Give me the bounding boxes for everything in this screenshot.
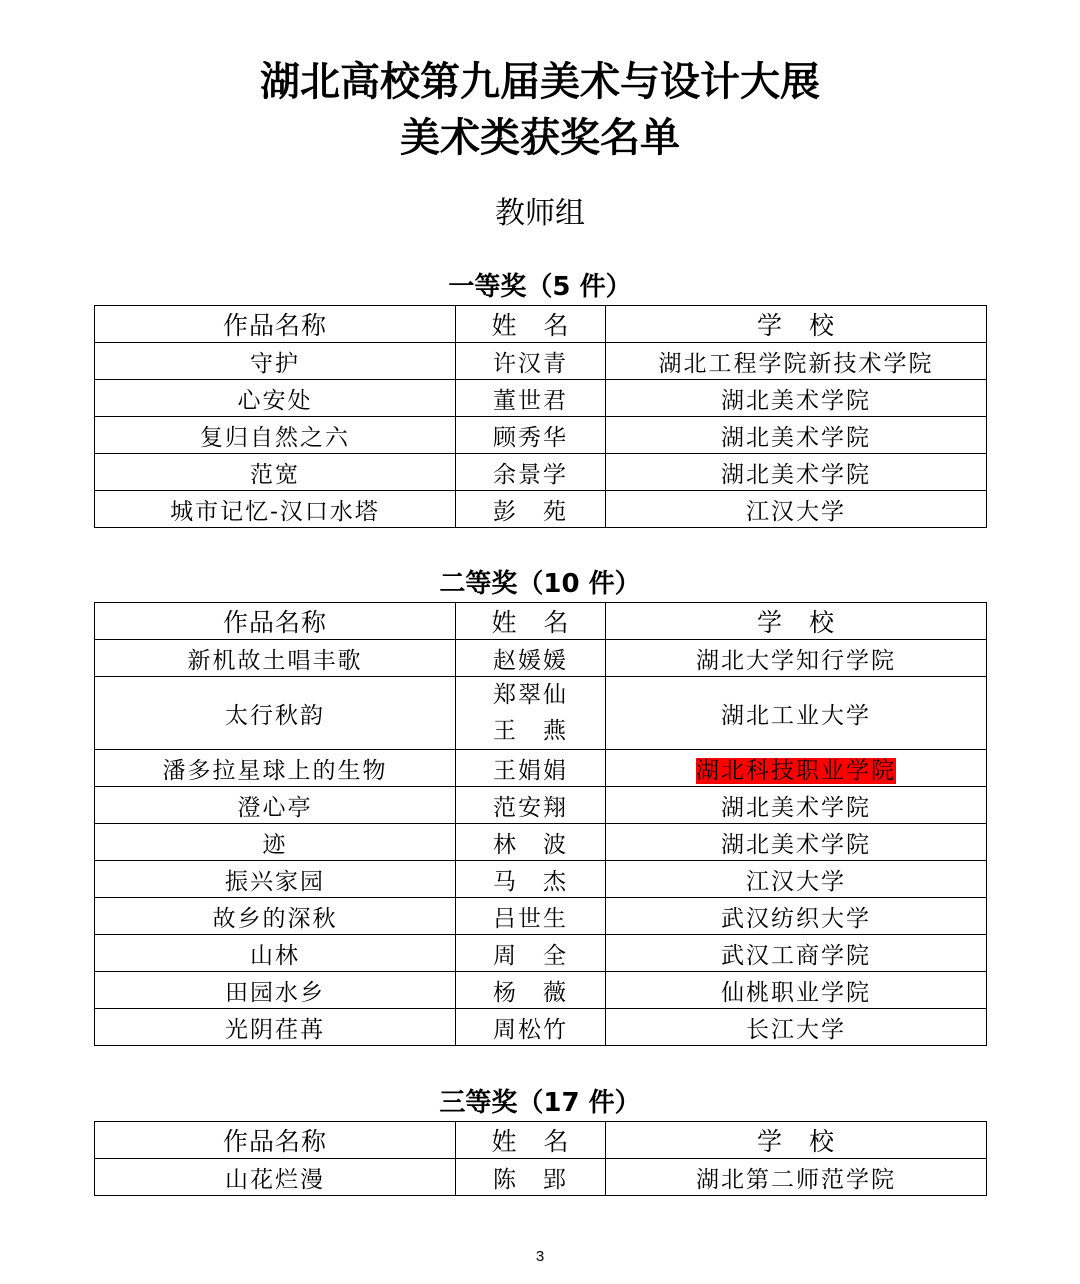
cell-school: 湖北美术学院 [606,824,987,861]
cell-work: 太行秋韵 [95,677,456,750]
cell-work: 守护 [95,343,456,380]
second-prize-table [94,602,987,1046]
cell-name-multi [456,677,606,750]
page-number: 3 [535,1248,545,1265]
cell-work: 城市记忆-汉口水塔 [95,491,456,528]
cell-name: 杨 薇 [456,972,606,1009]
cell-school: 仙桃职业学院 [606,972,987,1009]
cell-school: 长江大学 [606,1009,987,1046]
cell-name: 陈 郢 [456,1159,606,1196]
cell-name: 赵媛媛 [456,640,606,677]
cell-school: 武汉纺织大学 [606,898,987,935]
cell-work: 故乡的深秋 [95,898,456,935]
cell-school: 湖北工业大学 [606,677,987,750]
table-row [95,417,987,454]
table-row [95,640,987,677]
cell-work: 复归自然之六 [95,417,456,454]
cell-name: 王娟娟 [456,750,606,787]
group-subtitle: 教师组 [495,196,585,231]
cell-school: 湖北美术学院 [606,454,987,491]
cell-work: 田园水乡 [95,972,456,1009]
cell-name: 范安翔 [456,787,606,824]
cell-work: 山花烂漫 [95,1159,456,1196]
cell-name: 吕世生 [456,898,606,935]
cell-school: 湖北美术学院 [606,787,987,824]
table-row [95,343,987,380]
header-work: 作品名称 [95,306,456,343]
table-row [95,491,987,528]
header-work: 作品名称 [95,603,456,640]
header-work: 作品名称 [95,1122,456,1159]
section-title-second-prize: 二等奖（10 件） [439,569,641,599]
cell-work: 范宽 [95,454,456,491]
table-row [95,824,987,861]
first-prize-table [94,305,987,528]
cell-school [606,750,987,787]
header-school: 学 校 [606,603,987,640]
cell-school: 湖北美术学院 [606,417,987,454]
table-header-row [95,1122,987,1159]
cell-name: 周 全 [456,935,606,972]
cell-school: 湖北大学知行学院 [606,640,987,677]
cell-school: 湖北第二师范学院 [606,1159,987,1196]
header-name: 姓 名 [456,1122,606,1159]
highlighted-school: 湖北科技职业学院 [696,757,896,784]
table-row [95,935,987,972]
cell-work: 振兴家园 [95,861,456,898]
cell-name-line2: 王 燕 [493,718,568,744]
header-name: 姓 名 [456,603,606,640]
cell-name: 马 杰 [456,861,606,898]
table-row [95,677,987,750]
cell-work: 光阴荏苒 [95,1009,456,1046]
table-header-row [95,603,987,640]
table-row [95,1009,987,1046]
cell-work: 山林 [95,935,456,972]
header-school: 学 校 [606,306,987,343]
section-title-third-prize: 三等奖（17 件） [439,1088,641,1118]
table-row [95,861,987,898]
cell-name-line1: 郑翠仙 [493,682,568,708]
cell-name: 董世君 [456,380,606,417]
header-name: 姓 名 [456,306,606,343]
table-row [95,454,987,491]
cell-work: 新机故土唱丰歌 [95,640,456,677]
doc-title-line1: 湖北高校第九届美术与设计大展 [260,59,820,105]
table-row [95,380,987,417]
cell-school: 武汉工商学院 [606,935,987,972]
table-row [95,972,987,1009]
cell-work: 迹 [95,824,456,861]
table-row [95,787,987,824]
cell-work: 潘多拉星球上的生物 [95,750,456,787]
cell-school: 江汉大学 [606,861,987,898]
cell-school: 湖北工程学院新技术学院 [606,343,987,380]
third-prize-table [94,1121,987,1196]
table-row [95,898,987,935]
cell-name: 林 波 [456,824,606,861]
cell-work: 心安处 [95,380,456,417]
table-header-row [95,306,987,343]
cell-name: 彭 苑 [456,491,606,528]
table-row [95,1159,987,1196]
cell-school: 湖北美术学院 [606,380,987,417]
doc-title-line2: 美术类获奖名单 [400,115,680,161]
section-title-first-prize: 一等奖（5 件） [448,272,632,302]
table-row [95,750,987,787]
cell-work: 澄心亭 [95,787,456,824]
cell-name: 周松竹 [456,1009,606,1046]
header-school: 学 校 [606,1122,987,1159]
cell-name: 许汉青 [456,343,606,380]
cell-name: 余景学 [456,454,606,491]
cell-name: 顾秀华 [456,417,606,454]
cell-school: 江汉大学 [606,491,987,528]
